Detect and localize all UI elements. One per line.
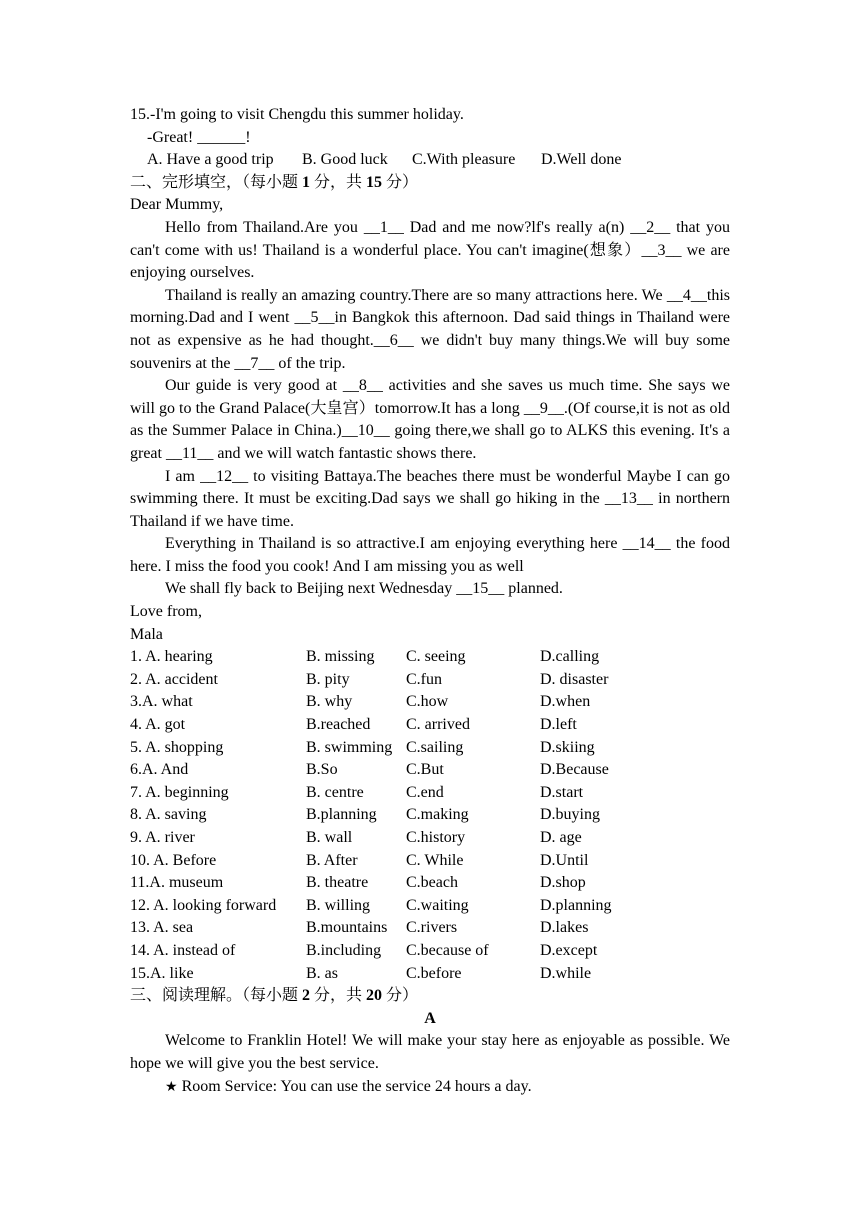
cloze-option-b: B. swimming [306, 738, 393, 756]
letter-paragraph-3: Our guide is very good at __8__ activities and she saves us much time. She says we will go to the Grand Palace(大皇宫）tomorrow.It has a long __9__.(Of course,it is not as old as the Summer Palace in China.)__10__ going there,we shall go to ALKS this evening. It's a great __11__ and we will watch fantastic shows there. [130, 377, 730, 462]
cloze-option-c: C. While [406, 851, 464, 869]
cloze-option-row [130, 737, 730, 760]
cloze-option-row [130, 804, 730, 827]
cloze-option-row [130, 646, 730, 669]
cloze-option-a: 7. A. beginning [130, 783, 229, 801]
cloze-option-d: D.left [540, 716, 577, 734]
cloze-option-a: 9. A. river [130, 829, 195, 846]
cloze-options-list [130, 646, 730, 985]
cloze-option-b: B. After [306, 851, 358, 869]
cloze-option-c: C.sailing [406, 738, 464, 756]
cloze-option-a: 14. A. instead of [130, 941, 236, 959]
cloze-option-c: C.beach [406, 874, 458, 892]
letter-paragraph-5: Everything in Thailand is so attractive.I am enjoying everything here __14__ the food here. I miss the food you cook! And I am missing you as well [130, 535, 730, 575]
cloze-option-b: B. centre [306, 783, 364, 801]
cloze-option-row [130, 940, 730, 963]
cloze-option-c: C.waiting [406, 896, 469, 914]
cloze-option-b: B. willing [306, 896, 371, 914]
cloze-option-b: B.including [306, 941, 382, 959]
cloze-option-row [130, 759, 730, 782]
q15-option-a: A. Have a good trip [147, 151, 274, 169]
letter-paragraph-2: Thailand is really an amazing country.There are so many attractions here. We __4__this morning.Dad and I went __5__in Bangkok this afternoon. Dad said things in Thailand were not as expensive as he had thought.__6__ we didn't buy many things.We will buy some souvenirs at the __7__ of the trip. [130, 286, 730, 372]
cloze-option-b: B. wall [306, 829, 353, 846]
letter-closing: Love from, [130, 603, 202, 621]
cloze-option-d: D.except [540, 941, 598, 959]
cloze-option-b: B. missing [306, 648, 375, 666]
letter-paragraph-6: We shall fly back to Beijing next Wednesday __15__ planned. [165, 580, 563, 598]
cloze-option-a: 11.A. museum [130, 874, 224, 892]
cloze-option-b: B.So [306, 761, 338, 779]
cloze-option-row [130, 850, 730, 873]
cloze-option-b: B.planning [306, 806, 377, 824]
cloze-option-b: B. pity [306, 670, 350, 688]
cloze-option-b: B.reached [306, 716, 371, 734]
cloze-option-b: B. why [306, 693, 353, 711]
cloze-option-row [130, 691, 730, 714]
cloze-option-d: D.skiing [540, 738, 595, 756]
room-service-text: Room Service: You can use the service 24 hours a day. [181, 1077, 532, 1095]
cloze-option-c: C. seeing [406, 648, 466, 666]
star-icon: ★ [165, 1078, 178, 1095]
cloze-option-c: C.history [406, 829, 466, 846]
q15-response: -Great! ______! [147, 128, 251, 146]
cloze-option-row [130, 963, 730, 986]
q15-option-c: C.With pleasure [412, 151, 516, 169]
cloze-option-d: D. age [540, 829, 582, 846]
hotel-intro: Welcome to Franklin Hotel! We will make your stay here as enjoyable as possible. We hope we will give you the best service. [130, 1032, 730, 1072]
cloze-option-d: D.Until [540, 851, 589, 869]
cloze-option-a: 3.A. what [130, 693, 193, 711]
cloze-option-d: D.Because [540, 761, 609, 779]
letter-salutation: Dear Mummy, [130, 196, 224, 214]
cloze-option-c: C.But [406, 761, 444, 779]
cloze-option-d: D.shop [540, 874, 586, 892]
letter-paragraph-1: Hello from Thailand.Are you __1__ Dad and me now?lf's really a(n) __2__ that you can't come with us! Thailand is a wonderful place. You can't imagine(想象）__3__ we are enjoying ourselves. [130, 218, 730, 282]
cloze-option-row [130, 669, 730, 692]
cloze-option-d: D.calling [540, 648, 600, 666]
letter-signature: Mala [130, 625, 163, 643]
section3-heading: 三、阅读理解。（每小题 2 分，共 20 分） [130, 987, 419, 1005]
cloze-option-c: C.rivers [406, 919, 458, 937]
q15-option-d: D.Well done [541, 151, 622, 169]
cloze-option-c: C. arrived [406, 716, 470, 734]
cloze-option-a: 15.A. like [130, 964, 194, 982]
q15-option-b: B. Good luck [302, 151, 388, 169]
cloze-option-a: 8. A. saving [130, 806, 207, 824]
cloze-option-d: D.lakes [540, 919, 589, 937]
cloze-option-row [130, 714, 730, 737]
cloze-option-b: B. theatre [306, 874, 369, 892]
cloze-option-b: B.mountains [306, 919, 388, 937]
cloze-option-c: C.fun [406, 670, 442, 688]
cloze-option-d: D. disaster [540, 670, 609, 688]
cloze-option-row [130, 872, 730, 895]
cloze-option-d: D.planning [540, 896, 612, 914]
cloze-option-row [130, 917, 730, 940]
cloze-option-a: 2. A. accident [130, 670, 218, 688]
room-service-line [130, 1076, 730, 1099]
q15-options [130, 149, 730, 172]
cloze-option-a: 1. A. hearing [130, 648, 213, 666]
cloze-option-b: B. as [306, 964, 338, 982]
cloze-option-row [130, 895, 730, 918]
passage-label: A [424, 1009, 436, 1027]
section2-heading: 二、完形填空，（每小题 1 分，共 15 分） [130, 173, 419, 191]
cloze-option-a: 13. A. sea [130, 919, 194, 937]
cloze-option-c: C.end [406, 783, 444, 801]
letter-paragraph-4: I am __12__ to visiting Battaya.The beaches there must be wonderful Maybe I can go swimming there. It must be exciting.Dad says we shall go hiking in the __13__ in northern Thailand if we have time. [130, 467, 730, 530]
cloze-option-a: 5. A. shopping [130, 738, 224, 756]
cloze-option-d: D.when [540, 693, 591, 711]
cloze-option-a: 6.A. And [130, 761, 189, 779]
cloze-option-row [130, 782, 730, 805]
cloze-option-c: C.before [406, 964, 462, 982]
cloze-option-a: 4. A. got [130, 716, 186, 734]
cloze-option-d: D.while [540, 964, 592, 982]
cloze-option-c: C.how [406, 693, 449, 711]
cloze-option-row [130, 827, 730, 850]
cloze-option-c: C.because of [406, 941, 489, 959]
cloze-option-d: D.start [540, 783, 584, 801]
cloze-option-a: 12. A. looking forward [130, 896, 277, 914]
q15-question: 15.-I'm going to visit Chengdu this summer holiday. [130, 106, 464, 123]
document-content [130, 104, 730, 1098]
cloze-option-c: C.making [406, 806, 469, 824]
cloze-option-d: D.buying [540, 806, 600, 824]
cloze-option-a: 10. A. Before [130, 851, 217, 869]
